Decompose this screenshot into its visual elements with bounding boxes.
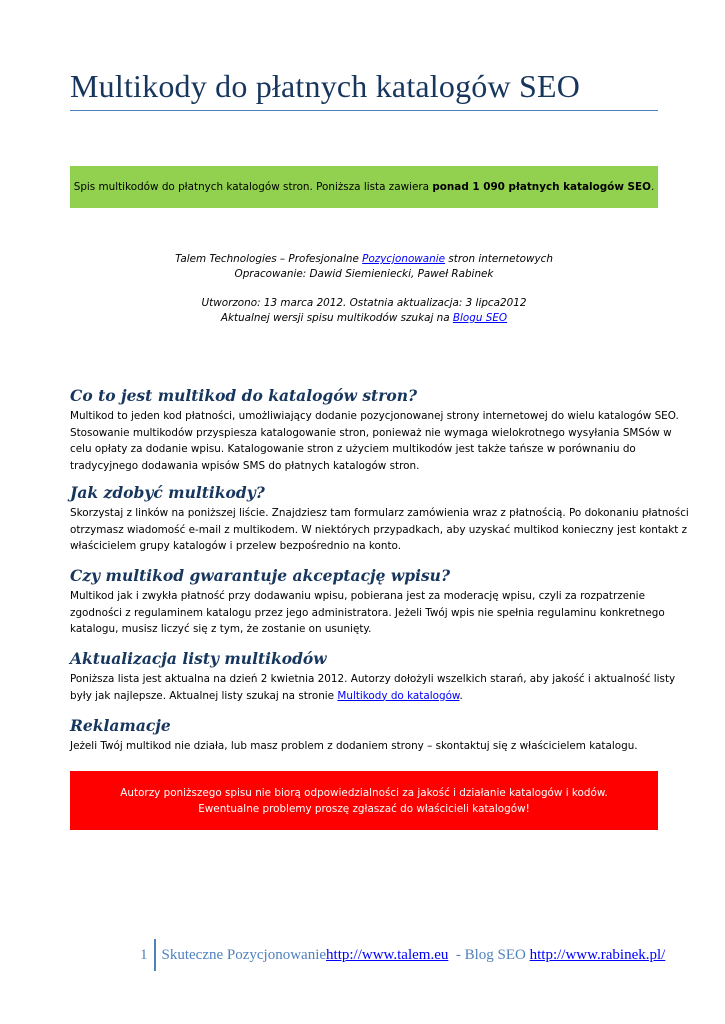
paragraph-line: Multikod to jeden kod płatności, umożliwiający dodanie pozycjonowanej strony internetowej do wielu katalogów SEO. <box>70 410 679 422</box>
company-line: Talem Technologies – Profesjonalne Pozycjonowanie stron internetowych <box>175 253 553 265</box>
paragraph-line: otrzymasz wiadomość e-mail z multikodem. W niektórych przypadkach, aby uzyskać multikod konieczny jest kontakt z <box>70 523 688 536</box>
latest-version-line: Aktualnej wersji spisu multikodów szukaj na Blogu SEO <box>220 312 508 324</box>
section-heading: Jak zdobyć multikody? <box>70 483 265 502</box>
section-how-to-get <box>70 483 689 555</box>
section-what-is-multikod <box>70 386 679 474</box>
paragraph-line: Stosowanie multikodów przyspiesza katalogowanie stron, ponieważ nie wymaga wielokrotnego wysyłania SMSów w <box>70 426 672 439</box>
paragraph-line: Poniższa lista jest aktualna na dzień 2 kwietnia 2012. Autorzy dołożyli wszelkich starań, aby jakość i aktualność listy <box>70 673 676 685</box>
section-body <box>70 408 679 474</box>
authors-line: Opracowanie: Dawid Siemieniecki, Paweł Rabinek <box>234 268 494 280</box>
rabinek-link[interactable]: http://www.rabinek.pl/ <box>529 946 666 963</box>
summary-banner <box>70 166 658 208</box>
section-heading: Aktualizacja listy multikodów <box>70 649 327 668</box>
pozycjonowanie-link[interactable]: Pozycjonowanie <box>362 253 446 265</box>
summary-bold: ponad 1 090 płatnych katalogów SEO <box>432 181 651 193</box>
document-title: Multikody do płatnych katalogów SEO <box>70 68 581 104</box>
paragraph-line: katalogu, musisz liczyć się z tym, że zostanie on usunięty. <box>70 623 372 635</box>
paragraph-line: właścicielem grupy katalogów i przelew bezpośrednio na konto. <box>70 540 402 552</box>
footer-divider <box>154 939 156 971</box>
paragraph-line: Skorzystaj z linków na poniższej liście. Znajdziesz tam formularz zamówienia wraz z płatnością. Po dokonaniu płatności <box>70 507 689 519</box>
title-underline <box>70 110 658 111</box>
credits-block <box>70 252 658 282</box>
footer-separator: - Blog SEO <box>448 946 530 963</box>
section-body <box>70 505 689 555</box>
section-acceptance <box>70 566 665 638</box>
page-footer <box>140 938 665 972</box>
section-body <box>70 671 676 704</box>
dates-line: Utworzono: 13 marca 2012. Ostatnia aktualizacja: 3 lipca2012 <box>201 297 527 309</box>
paragraph-line: tradycyjnego dodawania wpisów SMS do płatnych katalogów stron. <box>70 459 420 472</box>
paragraph-line: Multikod jak i zwykła płatność przy dodawaniu wpisu, pobierana jest za moderację wpisu, czyli za rozpatrzenie <box>70 590 645 602</box>
section-complaints <box>70 716 658 755</box>
section-heading: Co to jest multikod do katalogów stron? <box>70 386 418 405</box>
page-number: 1 <box>140 946 148 963</box>
multikody-link[interactable]: Multikody do katalogów <box>337 689 460 702</box>
footer-text: Skuteczne Pozycjonowanie <box>161 946 327 963</box>
paragraph-line: były jak najlepsze. Aktualnej listy szukaj na stronie Multikody do katalogów. <box>70 689 463 702</box>
section-list-update <box>70 649 676 704</box>
blog-seo-link[interactable]: Blogu SEO <box>452 312 508 324</box>
warning-line: Autorzy poniższego spisu nie biorą odpowiedzialności za jakość i działanie katalogów i kodów. <box>120 786 608 799</box>
dates-block <box>70 296 658 326</box>
paragraph-line: celu opłaty za dodanie wpisu. Katalogowanie stron z użyciem multikodów jest także tańsze w porównaniu do <box>70 443 636 455</box>
section-heading: Czy multikod gwarantuje akceptację wpisu? <box>70 566 451 585</box>
section-heading: Reklamacje <box>70 716 171 735</box>
paragraph-line: Jeżeli Twój multikod nie działa, lub masz problem z dodaniem strony – skontaktuj się z właścicielem katalogu. <box>70 740 638 752</box>
summary-text: Spis multikodów do płatnych katalogów stron. Poniższa lista zawiera ponad 1 090 płatnych katalogów SEO. <box>73 181 655 193</box>
section-body <box>70 588 665 638</box>
paragraph-line: zgodności z regulaminem katalogu przez jego administratora. Jeżeli Twój wpis nie spełnia regulaminu konkretnego <box>70 606 665 619</box>
section-body <box>70 738 658 755</box>
warning-banner <box>70 771 658 830</box>
talem-link[interactable]: http://www.talem.eu <box>326 946 449 963</box>
warning-line: Ewentualne problemy proszę zgłaszać do właścicieli katalogów! <box>198 802 530 815</box>
